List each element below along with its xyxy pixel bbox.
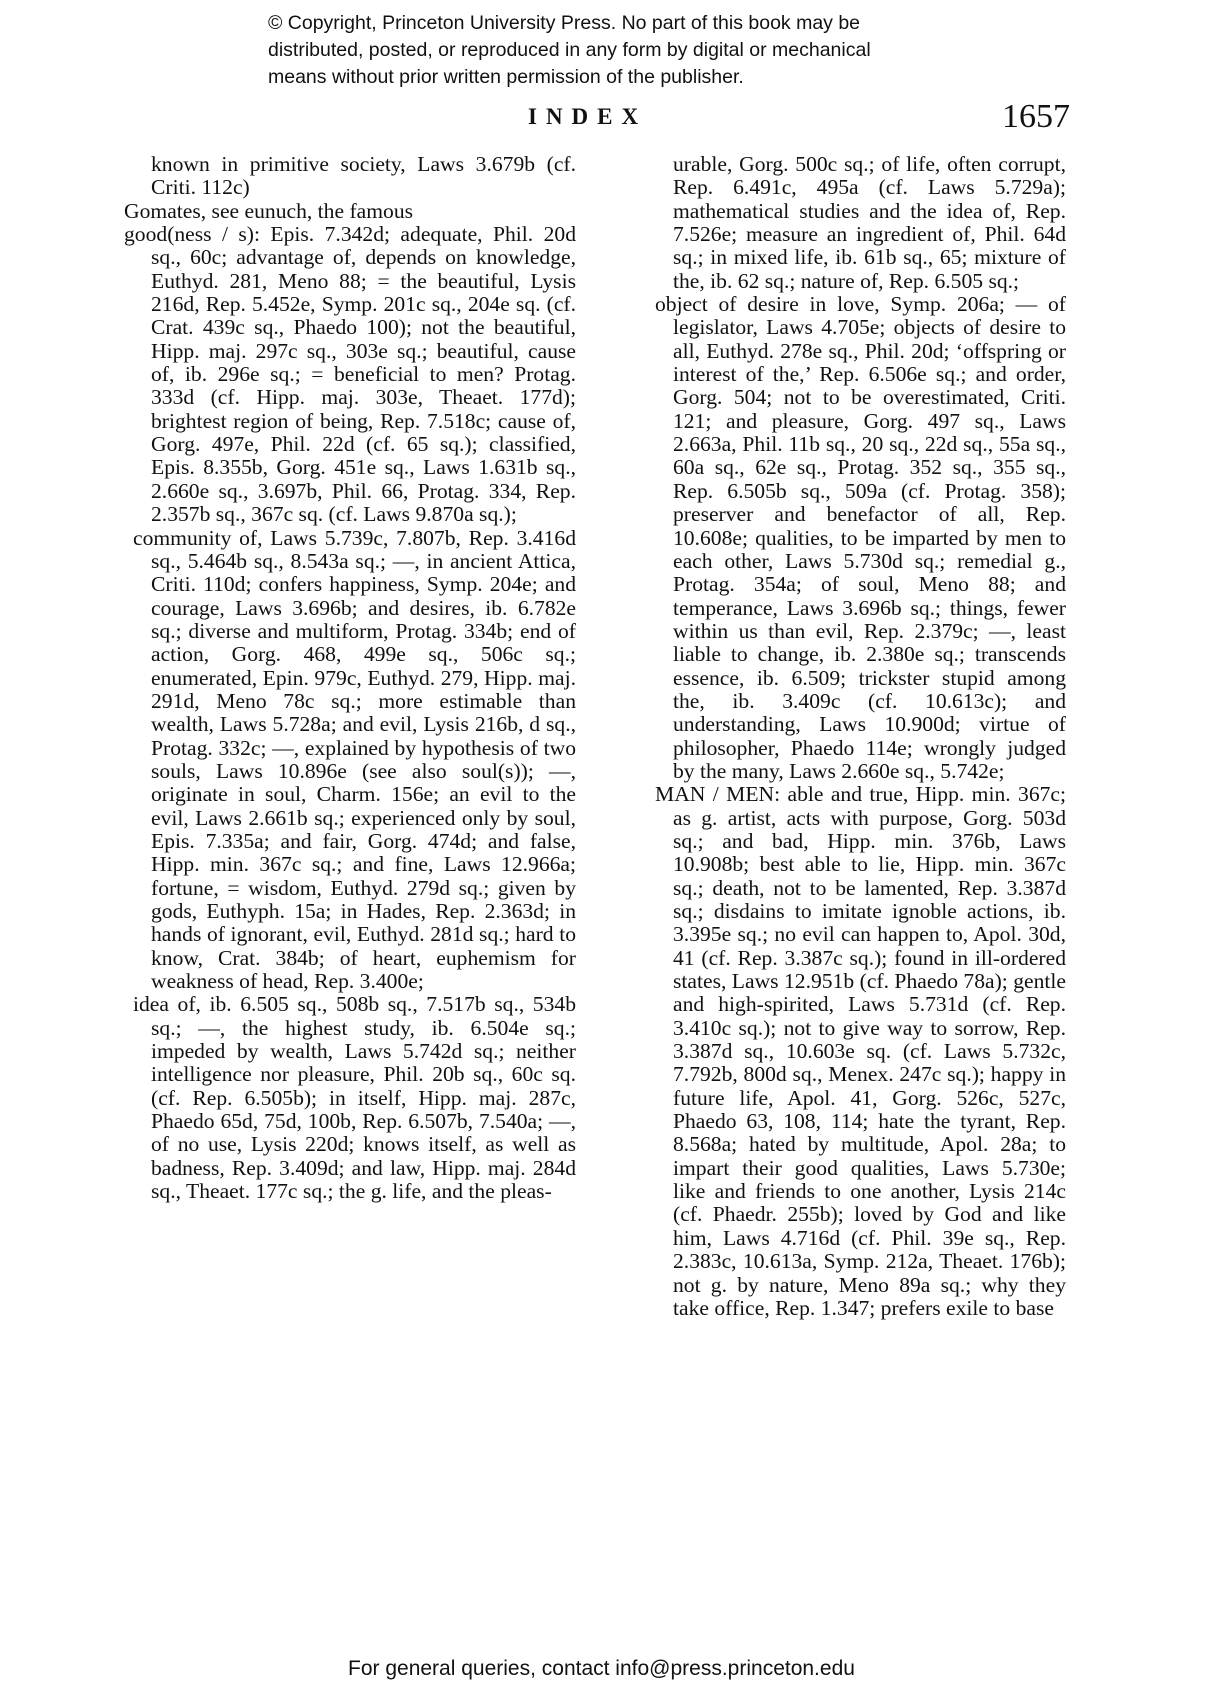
copyright-notice bbox=[268, 10, 1028, 91]
index-entry-continuation: urable, Gorg. 500c sq.; of life, often corrupt, Rep. 6.491c, 495a (cf. Laws 5.729a); mathematical studies and the idea of, Rep. 7.526e; measure an ingredient of, Phil. 64d sq.; in mixed life, ib. 61b sq., 65; mixture of the, ib. 62 sq.; nature of, Rep. 6.505 sq.; bbox=[673, 152, 1066, 293]
copyright-line: © Copyright, Princeton University Press. No part of this book may be bbox=[268, 12, 861, 34]
index-entry-continuation: known in primitive society, Laws 3.679b (cf. Criti. 112c) bbox=[151, 152, 576, 200]
left-column bbox=[124, 153, 576, 1203]
page-number: 1657 bbox=[1002, 98, 1070, 135]
index-entry-goodness: good(ness / s): Epis. 7.342d; adequate, Phil. 20d sq., 60c; advantage of, depends on knowledge, Euthyd. 281, Meno 88; = the beautiful, Lysis 216d, Rep. 5.452e, Symp. 201c sq., 204e sq. (cf. Crat. 439c sq., Phaedo 100); not the beautiful, Hipp. maj. 297c sq., 303e sq.; beautiful, cause of, ib. 296e sq.; = beneficial to men? Protag. 333d (cf. Hipp. maj. 303e, Theaet. 177d); brightest region of being, Rep. 7.518c; cause of, Gorg. 497e, Phil. 22d (cf. 65 sq.); classified, Epis. 8.355b, Gorg. 451e sq., Laws 1.631b sq., 2.660e sq., 3.697b, Phil. 66, Protag. 334, Rep. 2.357b sq., 367c sq. (cf. Laws 9.870a sq.); bbox=[124, 222, 576, 527]
right-column bbox=[646, 153, 1066, 1320]
page-title: INDEX bbox=[528, 104, 648, 129]
index-subentry-man-men: MAN / MEN: able and true, Hipp. min. 367c; as g. artist, acts with purpose, Gorg. 503d sq.; and bad, Hipp. min. 376b, Laws 10.908b; best able to lie, Hipp. min. 367c sq.; death, not to be lamented, Rep. 3.387d sq.; disdains to imitate ignoble actions, ib. 3.395e sq.; no evil can happen to, Apol. 30d, 41 (cf. Rep. 3.387c sq.); found in ill-ordered states, Laws 12.951b (cf. Phaedo 78a); gentle and high-spirited, Laws 5.731d (cf. Rep. 3.410c sq.); not to give way to sorrow, Rep. 3.387d sq., 10.603e sq. (cf. Laws 5.732c, 7.792b, 800d sq., Menex. 247c sq.); happy in future life, Apol. 41, Gorg. 526c, 527c, Phaedo 63, 108, 114; hate the tyrant, Rep. 8.568a; hated by multitude, Apol. 28a; to impart their good qualities, Laws 5.730e; like and friends to one another, Lysis 214c (cf. Phaedr. 255b); loved by God and like him, Laws 4.716d (cf. Phil. 39e sq., Rep. 2.383c, 10.613a, Symp. 212a, Theaet. 176b); not g. by nature, Meno 89a sq.; why they take office, Rep. 1.347; prefers exile to base bbox=[655, 782, 1066, 1320]
footer-contact: For general queries, contact info@press.princeton.edu bbox=[348, 1657, 855, 1680]
index-subentry-object: object of desire in love, Symp. 206a; — of legislator, Laws 4.705e; objects of desire to all, Euthyd. 278e sq., Phil. 20d; ‘offspring or interest of the,’ Rep. 6.506e sq.; and order, Gorg. 504; not to be overestimated, Criti. 121; and pleasure, Gorg. 497 sq., Laws 2.663a, Phil. 11b sq., 20 sq., 22d sq., 55a sq., 60a sq., 62e sq., Protag. 352 sq., 355 sq., Rep. 6.505b sq., 509a (cf. Protag. 358); preserver and benefactor of all, Rep. 10.608e; qualities, to be imparted by men to each other, Laws 5.730d sq.; remedial g., Protag. 354a; of soul, Meno 88; and temperance, Laws 3.696b sq.; things, fewer within us than evil, Rep. 2.379c; —, least liable to change, ib. 2.380e sq.; transcends essence, ib. 6.509; trickster stupid among the, ib. 3.409c (cf. 10.613c); and understanding, Laws 10.900d; virtue of philosopher, Phaedo 114e; wrongly judged by the many, Laws 2.660e sq., 5.742e; bbox=[655, 292, 1066, 783]
copyright-line: means without prior written permission of the publisher. bbox=[268, 66, 744, 88]
index-subentry-community: community of, Laws 5.739c, 7.807b, Rep. 3.416d sq., 5.464b sq., 8.543a sq.; —, in ancient Attica, Criti. 110d; confers happiness, Symp. 204e; and courage, Laws 3.696b; and desires, ib. 6.782e sq.; diverse and multiform, Protag. 334b; end of action, Gorg. 468, 499e sq., 506c sq.; enumerated, Epin. 979c, Euthyd. 279, Hipp. maj. 291d, Meno 78c sq.; more estimable than wealth, Laws 5.728a; and evil, Lysis 216b, d sq., Protag. 332c; —, explained by hypothesis of two souls, Laws 10.896e (see also soul(s)); —, originate in soul, Charm. 156e; an evil to the evil, Laws 2.661b sq.; experienced only by soul, Epis. 7.335a; and fair, Gorg. 474d; and false, Hipp. min. 367c sq.; and fine, Laws 12.966a; fortune, = wisdom, Euthyd. 279d sq.; given by gods, Euthyph. 15a; in Hades, Rep. 2.363d; in hands of ignorant, evil, Euthyd. 281d sq.; hard to know, Crat. 384b; of heart, euphemism for weakness of head, Rep. 3.400e; bbox=[133, 525, 576, 994]
index-entry-gomates: Gomates, see eunuch, the famous bbox=[124, 198, 414, 223]
copyright-line: distributed, posted, or reproduced in any form by digital or mechanical bbox=[268, 39, 871, 61]
index-subentry-idea: idea of, ib. 6.505 sq., 508b sq., 7.517b sq., 534b sq.; —, the highest study, ib. 6.504e sq.; impeded by wealth, Laws 5.742d sq.; neither intelligence nor pleasure, Phil. 20b sq., 60c sq. (cf. Rep. 6.505b); in itself, Hipp. maj. 287c, Phaedo 65d, 75d, 100b, Rep. 6.507b, 7.540a; —, of no use, Lysis 220d; knows itself, as well as badness, Rep. 3.409d; and law, Hipp. maj. 284d sq., Theaet. 177c sq.; the g. life, and the pleas- bbox=[133, 992, 576, 1204]
